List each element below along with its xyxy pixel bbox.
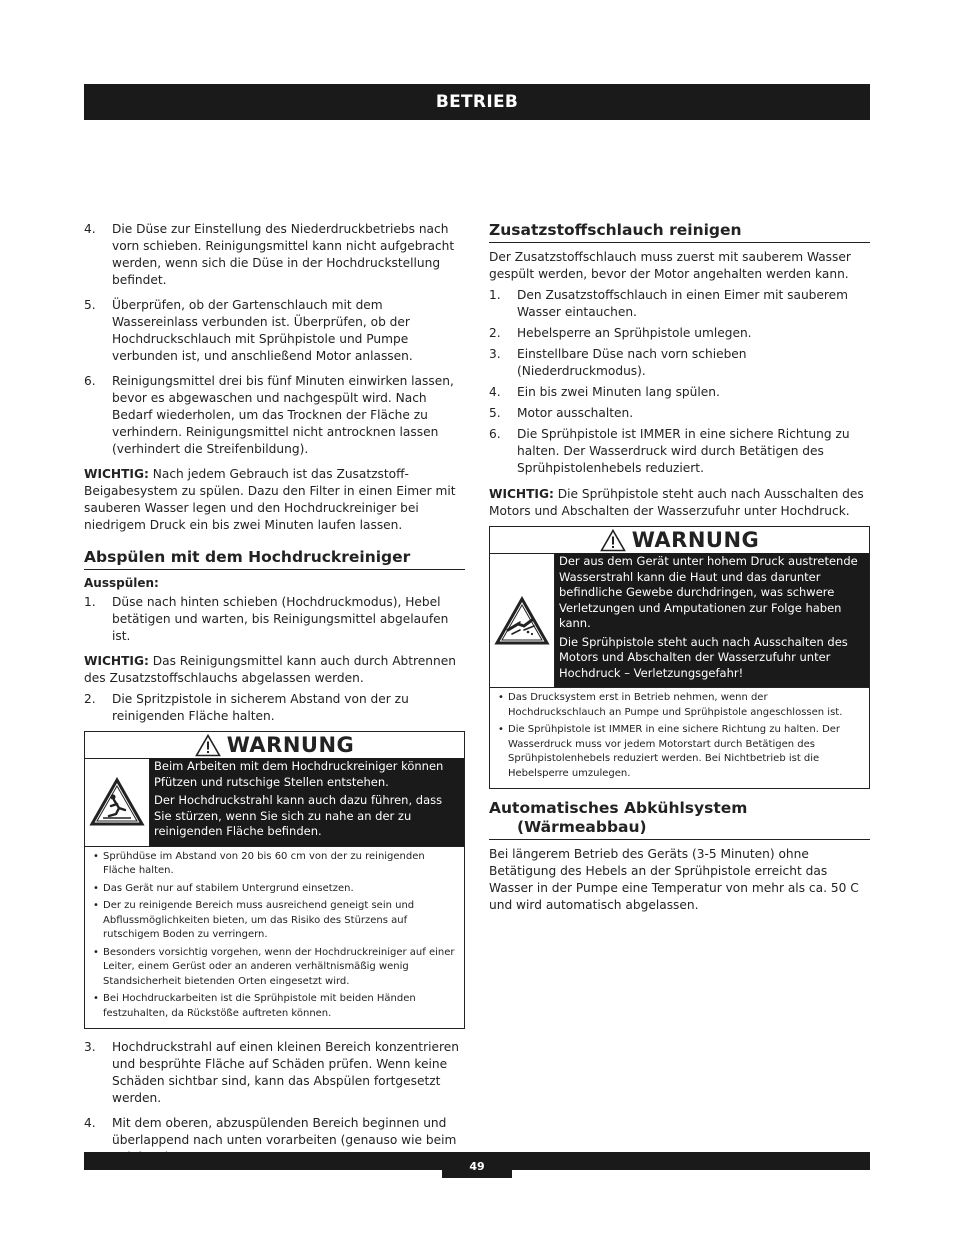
right-column (489, 221, 870, 923)
warning-header (490, 527, 869, 553)
injection-hazard-icon (494, 596, 550, 646)
list-item: 5. Motor ausschalten. (489, 406, 634, 420)
list-item: 2. Hebelsperre an Sprühpistole umlegen. (489, 326, 752, 340)
list-item: • Das Gerät nur auf stabilem Untergrund einsetzen. (93, 882, 354, 894)
list-item: 3. Hochdruckstrahl auf einen kleinen Bereich konzentrieren und besprühte Fläche auf Schäden prüfen. Wenn keine Schäden sichtbar sind, kann das Abspülen fortgesetzt werden. (84, 1040, 459, 1105)
important-note: WICHTIG: Das Reinigungsmittel kann auch durch Abtrennen des Zusatzstoffschlauchs abgelassen werden. (84, 654, 456, 685)
list-item: 6. Reinigungsmittel drei bis fünf Minuten einwirken lassen, bevor es abgewaschen und nachgespült wird. Nach Bedarf wiederholen, um das Trocknen der Fläche zu verhindern. Reinigungsmittel nicht antrocknen lassen (verhindert die Streifenbildung). (84, 374, 454, 456)
header-bar (84, 84, 870, 120)
page-section-title: BETRIEB (435, 92, 519, 112)
list-item: • Besonders vorsichtig vorgehen, wenn der Hochdruckreiniger auf einer Leiter, einem Gerüst oder an anderen verhältnismäßig wenig Standsicherheit bietenden Orten eingesetzt wird. (93, 946, 455, 987)
list-item: 3. Einstellbare Düse nach vorn schieben (Niederdruckmodus). (489, 347, 747, 378)
warning-bullets (85, 846, 464, 1029)
list-item: 4. Die Düse zur Einstellung des Niederdruckbetriebs nach vorn schieben. Reinigungsmittel kann nicht aufgebracht werden, wenn sich die Düse in der Hochdruckstellung befindet. (84, 222, 455, 287)
list-item: • Der zu reinigende Bereich muss ausreichend geneigt sein und Abflussmöglichkeiten bieten, um das Risiko des Stürzens auf rutschigem Boden zu verringern. (93, 900, 415, 940)
section-heading: Zusatzstoffschlauch reinigen (489, 221, 870, 243)
list-item: 1. Den Zusatzstoffschlauch in einen Eimer mit sauberem Wasser eintauchen. (489, 288, 849, 319)
list-item: 6. Die Sprühpistole ist IMMER in eine sichere Richtung zu halten. Der Wasserdruck wird durch Betätigen des Sprühpistolenhebels reduziert. (489, 427, 850, 475)
warning-triangle-icon (195, 734, 221, 757)
warning-text-dark: Beim Arbeiten mit dem Hochdruckreiniger können Pfützen und rutschige Stellen entstehen. Der Hochdruckstrahl kann auch dazu führen, dass Sie stürzen, wenn Sie sich zu nahe an der zu reinigenden Fläche befinden. (150, 758, 464, 846)
warning-text-dark: Der aus dem Gerät unter hohem Druck austretende Wasserstrahl kann die Haut und das darunter befindliche Gewebe durchdringen, was schwere Verletzungen und Amputationen zur Folge haben kann. Die Sprühpistole steht auch nach Ausschalten des Motors und Abschalten der Wasserzufuhr unter Hochdruck – Verletzungsgefahr! (555, 553, 869, 687)
list-item: • Sprühdüse im Abstand von 20 bis 60 cm von der zu reinigenden Fläche halten. (93, 850, 425, 876)
injection-hazard-pictogram (490, 553, 555, 687)
left-column (84, 221, 465, 1174)
important-note: WICHTIG: Nach jedem Gebrauch ist das Zusatzstoff-Beigabesystem zu spülen. Dazu den Filter in einen Eimer mit sauberen Wasser legen und den Hochdruckreiniger bei niedrigem Druck ein bis zwei Minuten laufen lassen. (84, 467, 456, 532)
important-note: WICHTIG: Die Sprühpistole steht auch nach Ausschalten des Motors und Abschalten der Wasserzufuhr unter Hochdruck. (489, 487, 864, 518)
warning-triangle-icon (600, 529, 626, 552)
list-item: • Das Drucksystem erst in Betrieb nehmen, wenn der Hochdruckschlauch an Pumpe und Sprühpistole angeschlossen ist. (498, 692, 843, 718)
warning-bullets (490, 687, 869, 788)
list-item: • Bei Hochdruckarbeiten ist die Sprühpistole mit beiden Händen festzuhalten, da Rückstöße auftreten können. (93, 993, 416, 1019)
intro-paragraph: Der Zusatzstoffschlauch muss zuerst mit sauberem Wasser gespült werden, bevor der Motor angehalten werden kann. (489, 250, 851, 281)
page-number: 49 (442, 1152, 512, 1178)
list-item: 1. Düse nach hinten schieben (Hochdruckmodus), Hebel betätigen und warten, bis Reinigungsmittel abgelaufen ist. (84, 595, 449, 643)
section-heading: Abspülen mit dem Hochdruckreiniger (84, 548, 465, 570)
warning-box (489, 526, 870, 789)
slip-hazard-pictogram (85, 758, 150, 846)
warning-title: WARNUNG (226, 733, 355, 757)
list-item: 4. Mit dem oberen, abzuspülenden Bereich beginnen und überlappend nach unten vorarbeiten (genauso wie beim (84, 1116, 457, 1147)
list-item: • Die Sprühpistole ist IMMER in eine sichere Richtung zu halten. Der Wasserdruck muss vor jedem Motorstart durch Betätigen des Sprühpistolenhebels reduziert werden. Bei Nichtbetrieb ist die Hebelsperre umzulegen. (498, 724, 841, 779)
warning-header (85, 732, 464, 758)
paragraph: Bei längerem Betrieb des Geräts (3-5 Minuten) ohne Betätigung des Hebels an der Sprühpistole erreicht das Wasser in der Pumpe eine Temperatur von mehr als ca. 50 C und wird automatisch abgelassen. (489, 847, 859, 912)
warning-title: WARNUNG (631, 528, 760, 552)
list-item: 5. Überprüfen, ob der Gartenschlauch mit dem Wassereinlass verbunden ist. Überprüfen, ob der Hochdruckschlauch mit Sprühpistole und Pumpe verbunden ist, und anschließend Motor anlassen. (84, 298, 413, 363)
warning-box (84, 731, 465, 1029)
list-item: 2. Die Spritzpistole in sicherem Abstand von der zu reinigenden Fläche halten. (84, 692, 409, 723)
slip-hazard-icon (89, 777, 145, 827)
sub-heading: Ausspülen: (84, 576, 159, 590)
section-heading: Automatisches Abkühlsystem (Wärmeabbau) (489, 799, 870, 840)
list-item: 4. Ein bis zwei Minuten lang spülen. (489, 385, 720, 399)
